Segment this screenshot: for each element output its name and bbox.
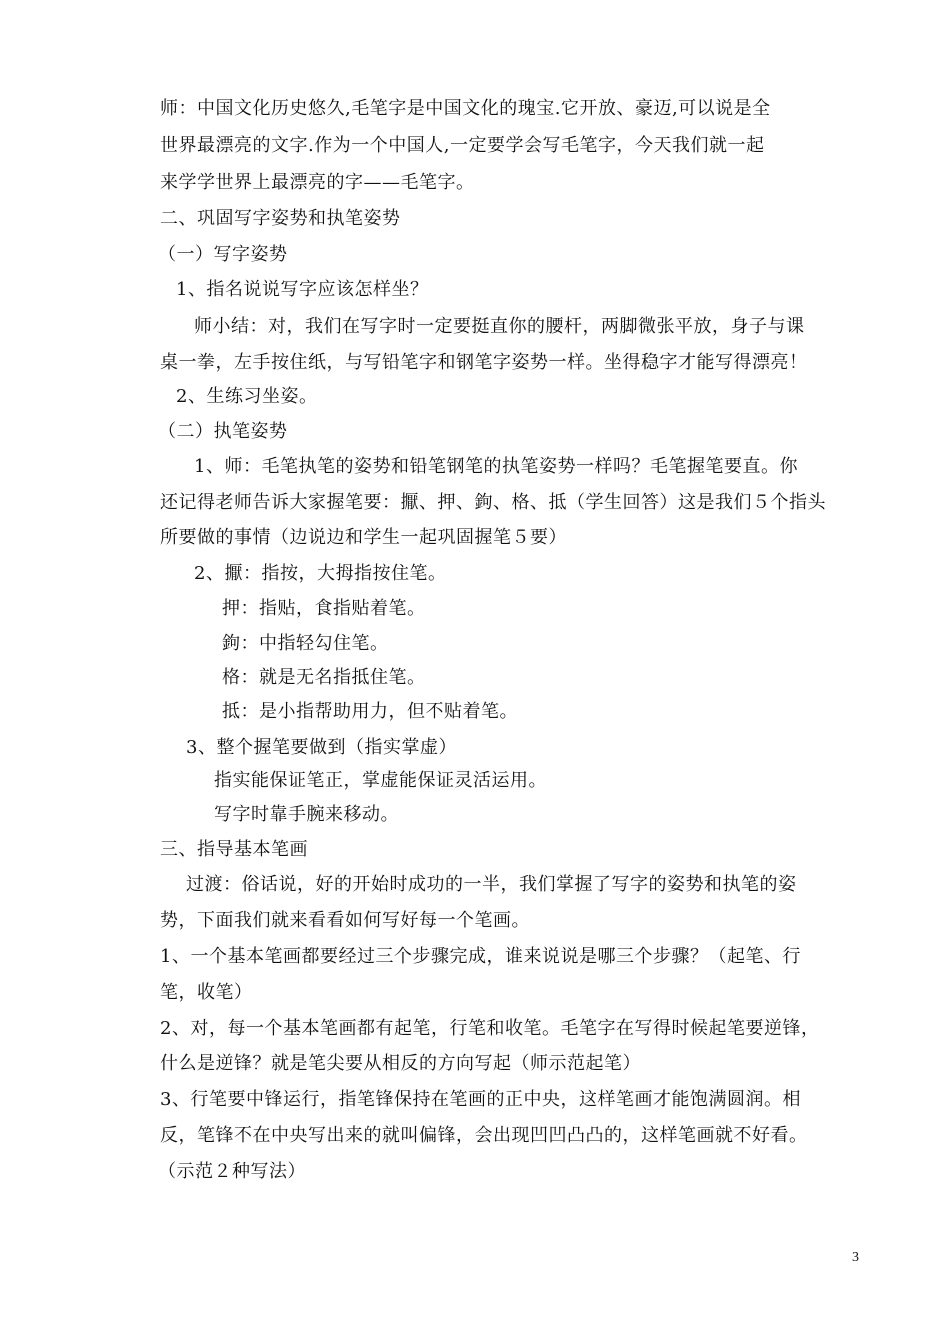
text-line: 师小结：对，我们在写字时一定要挺直你的腰杆，两脚微张平放，身子与课 bbox=[194, 316, 805, 337]
text-line: 1、一个基本笔画都要经过三个步骤完成，谁来说说是哪三个步骤？（起笔、行 bbox=[160, 946, 801, 967]
text-line: 押：指贴，食指贴着笔。 bbox=[222, 598, 426, 619]
text-line: 反，笔锋不在中央写出来的就叫偏锋，会出现凹凹凸凸的，这样笔画就不好看。 bbox=[160, 1125, 808, 1146]
text-line: 师：中国文化历史悠久,毛笔字是中国文化的瑰宝.它开放、豪迈,可以说是全 bbox=[160, 98, 771, 119]
text-line: 3、整个握笔要做到（指实掌虚） bbox=[186, 737, 457, 758]
page-number: 3 bbox=[852, 1250, 859, 1265]
text-line: 什么是逆锋？就是笔尖要从相反的方向写起（师示范起笔） bbox=[160, 1053, 641, 1074]
subsection-heading: （二）执笔姿势 bbox=[158, 421, 288, 442]
text-line: 1、指名说说写字应该怎样坐？ bbox=[176, 279, 429, 300]
text-line: 写字时靠手腕来移动。 bbox=[214, 804, 399, 825]
text-line: 指实能保证笔正，掌虚能保证灵活运用。 bbox=[214, 770, 547, 791]
text-line: 势，下面我们就来看看如何写好每一个笔画。 bbox=[160, 910, 530, 931]
text-line: 格：就是无名指抵住笔。 bbox=[222, 667, 426, 688]
text-line: 桌一拳，左手按住纸，与写铅笔字和钢笔字姿势一样。坐得稳字才能写得漂亮！ bbox=[160, 352, 808, 373]
text-line: 3、行笔要中锋运行，指笔锋保持在笔画的正中央，这样笔画才能饱满圆润。相 bbox=[160, 1089, 801, 1110]
text-line: 2、生练习坐姿。 bbox=[176, 386, 318, 407]
section-heading: 三、指导基本笔画 bbox=[160, 839, 308, 860]
text-line: 还记得老师告诉大家握笔要：擫、押、鉤、格、抵（学生回答）这是我们５个指头 bbox=[160, 492, 826, 513]
text-line: 所要做的事情（边说边和学生一起巩固握笔５要） bbox=[160, 527, 567, 548]
text-line: 2、对，每一个基本笔画都有起笔，行笔和收笔。毛笔字在写得时候起笔要逆锋， bbox=[160, 1018, 820, 1039]
text-line: 笔，收笔） bbox=[160, 982, 253, 1003]
section-heading: 二、巩固写字姿势和执笔姿势 bbox=[160, 208, 401, 229]
text-line: （示范２种写法） bbox=[158, 1161, 306, 1182]
subsection-heading: （一）写字姿势 bbox=[158, 244, 288, 265]
text-line: 1、师：毛笔执笔的姿势和铅笔钢笔的执笔姿势一样吗？毛笔握笔要直。你 bbox=[194, 456, 798, 477]
text-line: 过渡：俗话说，好的开始时成功的一半，我们掌握了写字的姿势和执笔的姿 bbox=[186, 874, 797, 895]
text-line: 世界最漂亮的文字.作为一个中国人,一定要学会写毛笔字，今天我们就一起 bbox=[160, 135, 765, 156]
text-line: 来学学世界上最漂亮的字——毛笔字。 bbox=[160, 172, 475, 193]
text-line: 抵：是小指帮助用力，但不贴着笔。 bbox=[222, 701, 518, 722]
text-line: 鉤：中指轻勾住笔。 bbox=[222, 633, 389, 654]
text-line: 2、擫：指按，大拇指按住笔。 bbox=[194, 563, 447, 584]
